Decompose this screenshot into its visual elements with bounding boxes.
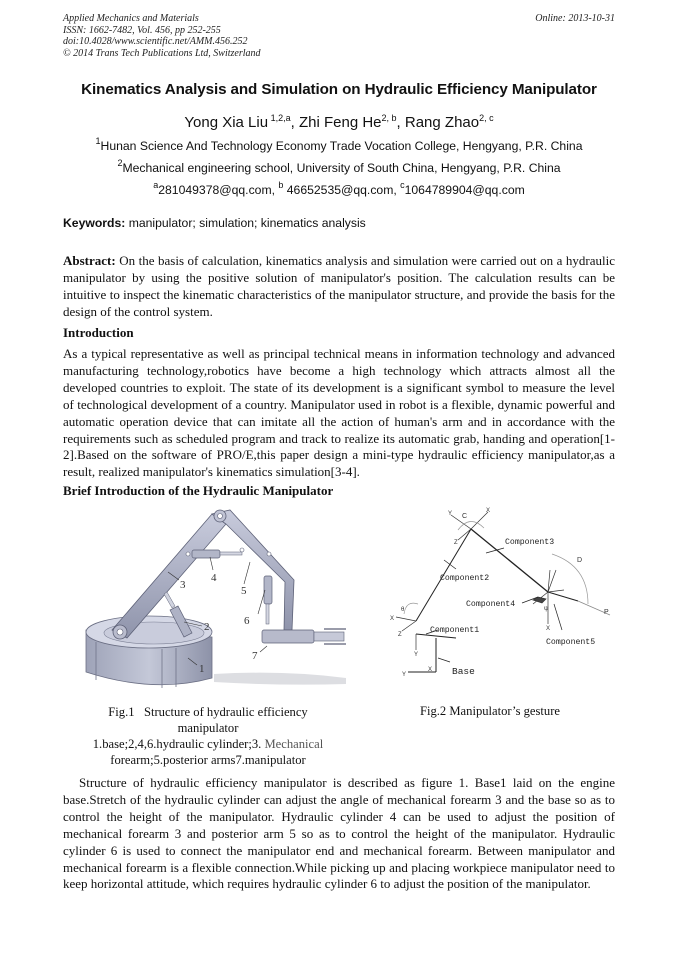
label-4: 4	[211, 572, 217, 584]
keywords	[63, 216, 366, 230]
label-5: 5	[241, 585, 247, 597]
email-list	[0, 180, 678, 197]
axis-z-2: Z	[454, 540, 458, 546]
section-heading-introduction: Introduction	[63, 325, 134, 340]
email-link[interactable]: 1064789904@qq.com	[404, 183, 525, 197]
axis-x-base: X	[428, 667, 433, 673]
keywords-text: manipulator; simulation; kinematics analysis	[125, 216, 366, 230]
axis-y-base: Y	[402, 672, 407, 678]
frame-joint3	[533, 554, 588, 624]
abstract-label: Abstract:	[63, 253, 116, 268]
abstract	[63, 253, 615, 321]
author-sup: 2, b	[381, 113, 397, 123]
caption-line	[70, 736, 346, 752]
affiliation-sup: 2	[117, 158, 123, 168]
paper-title: Kinematics Analysis and Simulation on Hydraulic Efficiency Manipulator	[81, 81, 597, 98]
label-2: 2	[204, 621, 210, 633]
label-base: Base	[452, 666, 475, 677]
hydraulic-cylinder-4	[192, 550, 242, 558]
label-component4: Component4	[466, 600, 516, 609]
doi-line: doi:10.4028/www.scientific.net/AMM.456.252	[63, 36, 248, 48]
label-7: 7	[252, 650, 258, 662]
figure-1-manipulator-structure	[84, 502, 354, 692]
email-sup: c	[400, 180, 405, 190]
section-heading-brief: Brief Introduction of the Hydraulic Manipulator	[63, 483, 334, 498]
affiliation-sup: 1	[95, 136, 101, 146]
caption-line: forearm;5.posterior arms7.manipulator	[110, 753, 306, 767]
affiliation-2	[0, 158, 678, 175]
label-component5: Component5	[546, 638, 596, 647]
affiliation-1	[0, 136, 678, 153]
caption-line: manipulator	[177, 721, 239, 735]
email-link[interactable]: 46652535@qq.com,	[283, 183, 401, 197]
issn-line: ISSN: 1662-7482, Vol. 456, pp 252-255	[63, 24, 221, 36]
abstract-text: On the basis of calculation, kinematics analysis and simulation were carried out on a hydraulic manipulator by using the positive solution of manipulator's position. The calculation results can be intuitive to inspect the kinematic characteristics of the manipulator structure, and provide the basis for the design of the control system.	[63, 253, 615, 319]
author-name: Rang Zhao	[404, 114, 480, 131]
floor-shadow	[214, 673, 346, 685]
author-separator: ,	[290, 114, 299, 131]
label-3: 3	[180, 579, 186, 591]
link-component5	[548, 592, 578, 601]
affiliation-text: Mechanical engineering school, University of South China, Hengyang, P.R. China	[122, 161, 561, 175]
frame-joint1	[396, 603, 418, 650]
journal-name: Applied Mechanics and Materials	[63, 13, 199, 24]
hydraulic-cylinder-6	[264, 576, 272, 624]
caption-part: Mechanical	[264, 737, 324, 751]
author-list	[0, 114, 678, 131]
axis-x-2: X	[486, 508, 491, 514]
email-sup: a	[153, 180, 159, 190]
label-component1: Component1	[430, 626, 480, 635]
axis-y-2: Y	[448, 511, 453, 517]
introduction-text: As a typical representative as well as principal technical means in information technology and advanced manufacturing technology,robotics have become a high technology which attracts almost all the developed countries to exploit. The state of its development is a significant symbol to measure the level of technological development of a country. Manipulator used in robot is a flexible, dynamic powerful and automatic operation device that can imitate all the action of human's arm and in accordance with the requirements such as scheduled program and track to realize its automatic grab, handing and operation[1-2].Based on the software of PRO/E,this paper design a mini-type hydraulic efficiency manipulator,as a result, realized manipulator's kinematics simulation[3-4].	[63, 346, 615, 480]
axis-y-1: Y	[414, 652, 419, 658]
brief-introduction-text: Structure of hydraulic efficiency manipulator is described as figure 1. Base1 laid on the engine base.Stretch of the hydraulic cylinder can adjust the angle of mechanical forearm 3 and the base so as to control the height of the manipulator. Hydraulic cylinder 4 can be used to adjust the position of mechanical forearm 3 and posterior arm 5 so as to control the height of the manipulator. Hydraulic cylinder 6 is used to connect the manipulator end and mechanical forearm. Between manipulator and mechanical forearm is a flexible connection.While picking up and placing workpiece manipulator need to keep horizontal attitude, which requires hydraulic cylinder 6 to adjust the position of the manipulator.	[63, 775, 615, 892]
figure-2-manipulator-gesture	[378, 504, 616, 690]
gripper-component	[262, 629, 346, 644]
label-6: 6	[244, 615, 250, 627]
base-component	[86, 616, 212, 688]
affiliation-text: Hunan Science And Technology Economy Trade Vocation College, Hengyang, P.R. China	[100, 139, 583, 153]
label-component2: Component2	[440, 574, 490, 583]
caption-line: Fig.1 Structure of hydraulic efficiency	[108, 705, 308, 719]
figure-2-caption: Fig.2 Manipulator’s gesture	[419, 704, 561, 718]
label-point-p: P	[604, 609, 609, 616]
label-component3: Component3	[505, 538, 555, 547]
figure-1-caption	[70, 704, 346, 768]
email-link[interactable]: 281049378@qq.com,	[158, 183, 279, 197]
author-separator: ,	[396, 114, 405, 131]
axis-z-1: Z	[398, 632, 402, 638]
author-sup: 2, c	[479, 113, 494, 123]
online-date: Online: 2013-10-31	[535, 13, 615, 24]
copyright-line: © 2014 Trans Tech Publications Ltd, Switzerland	[63, 47, 261, 59]
author-name: Yong Xia Liu	[184, 114, 269, 131]
angle-theta: θ	[401, 607, 405, 613]
caption-part: 1.base;2,4,6.hydraulic cylinder;3.	[92, 737, 265, 751]
author-name: Zhi Feng He	[298, 114, 382, 131]
author-sup: 1,2,a	[270, 113, 291, 123]
label-angle-d: D	[577, 557, 583, 564]
label-angle-c: C	[462, 513, 468, 520]
label-1: 1	[199, 663, 205, 675]
journal-header	[63, 13, 261, 59]
keywords-label: Keywords:	[63, 216, 126, 230]
email-sup: b	[278, 180, 284, 190]
frame-joint2	[451, 512, 488, 540]
axis-x-1: X	[390, 616, 395, 622]
angle-psi: ψ	[544, 606, 549, 612]
axis-x-3: X	[546, 626, 551, 632]
